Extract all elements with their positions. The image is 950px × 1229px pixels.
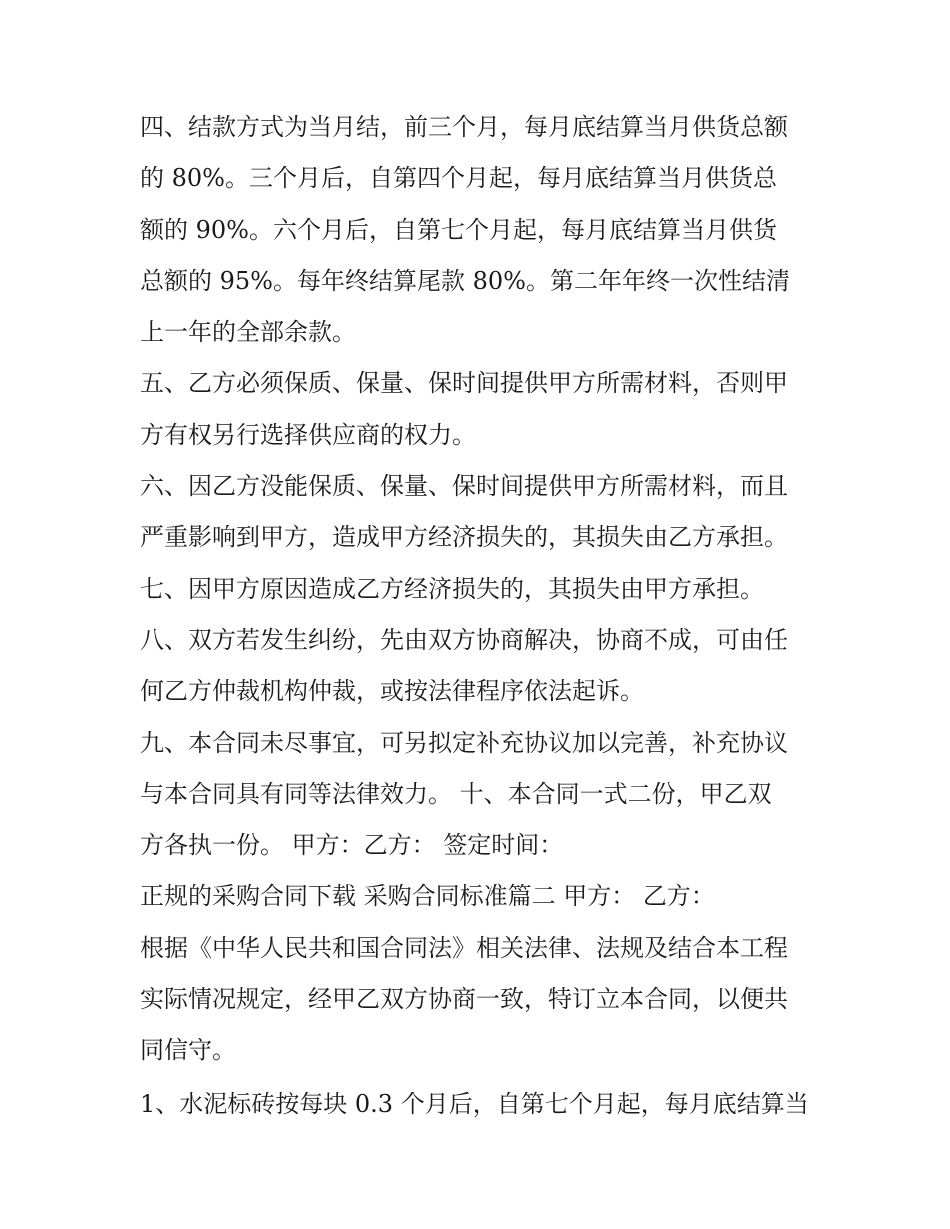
text-line: 四、结款方式为当月结，前三个月，每月底结算当月供货总额 bbox=[140, 113, 788, 141]
text-line: 与本合同具有同等法律效力。 十、本合同一式二份，甲乙双 bbox=[140, 779, 772, 808]
text-line: 何乙方仲裁机构仲裁，或按法律程序依法起诉。 bbox=[140, 677, 644, 706]
text-line: 严重影响到甲方，造成甲方经济损失的，其损失由乙方承担。 bbox=[140, 523, 788, 552]
text-line: 同信守。 bbox=[140, 1036, 236, 1065]
text-line: 总额的 95%。每年终结算尾款 80%。第二年年终一次性结清 bbox=[140, 266, 790, 295]
text-line: 实际情况规定，经甲乙双方协商一致，特订立本合同，以便共 bbox=[140, 985, 788, 1014]
text-line: 八、双方若发生纠纷，先由双方协商解决，协商不成，可由任 bbox=[140, 625, 788, 654]
text-line: 1、水泥标砖按每块 0.3 个月后，自第七个月起，每月底结算当 bbox=[140, 1089, 809, 1118]
text-line: 五、乙方必须保质、保量、保时间提供甲方所需材料，否则甲 bbox=[140, 369, 788, 398]
text-line: 七、因甲方原因造成乙方经济损失的，其损失由甲方承担。 bbox=[140, 574, 764, 603]
text-line: 正规的采购合同下载 采购合同标准篇二 甲方： 乙方： bbox=[140, 882, 715, 911]
text-line: 方有权另行选择供应商的权力。 bbox=[140, 420, 476, 449]
text-line: 额的 90%。六个月后，自第七个月起，每月底结算当月供货 bbox=[140, 215, 777, 244]
text-line: 九、本合同未尽事宜，可另拟定补充协议加以完善，补充协议 bbox=[140, 728, 788, 757]
text-line: 六、因乙方没能保质、保量、保时间提供甲方所需材料，而且 bbox=[140, 472, 788, 501]
text-line: 根据《中华人民共和国合同法》相关法律、法规及结合本工程 bbox=[140, 933, 788, 962]
text-line: 方各执一份。 甲方：乙方： 签定时间： bbox=[140, 831, 564, 860]
text-line: 的 80%。三个月后，自第四个月起，每月底结算当月供货总 bbox=[140, 164, 777, 193]
text-line: 上一年的全部余款。 bbox=[140, 318, 356, 347]
document-body bbox=[140, 102, 820, 1130]
